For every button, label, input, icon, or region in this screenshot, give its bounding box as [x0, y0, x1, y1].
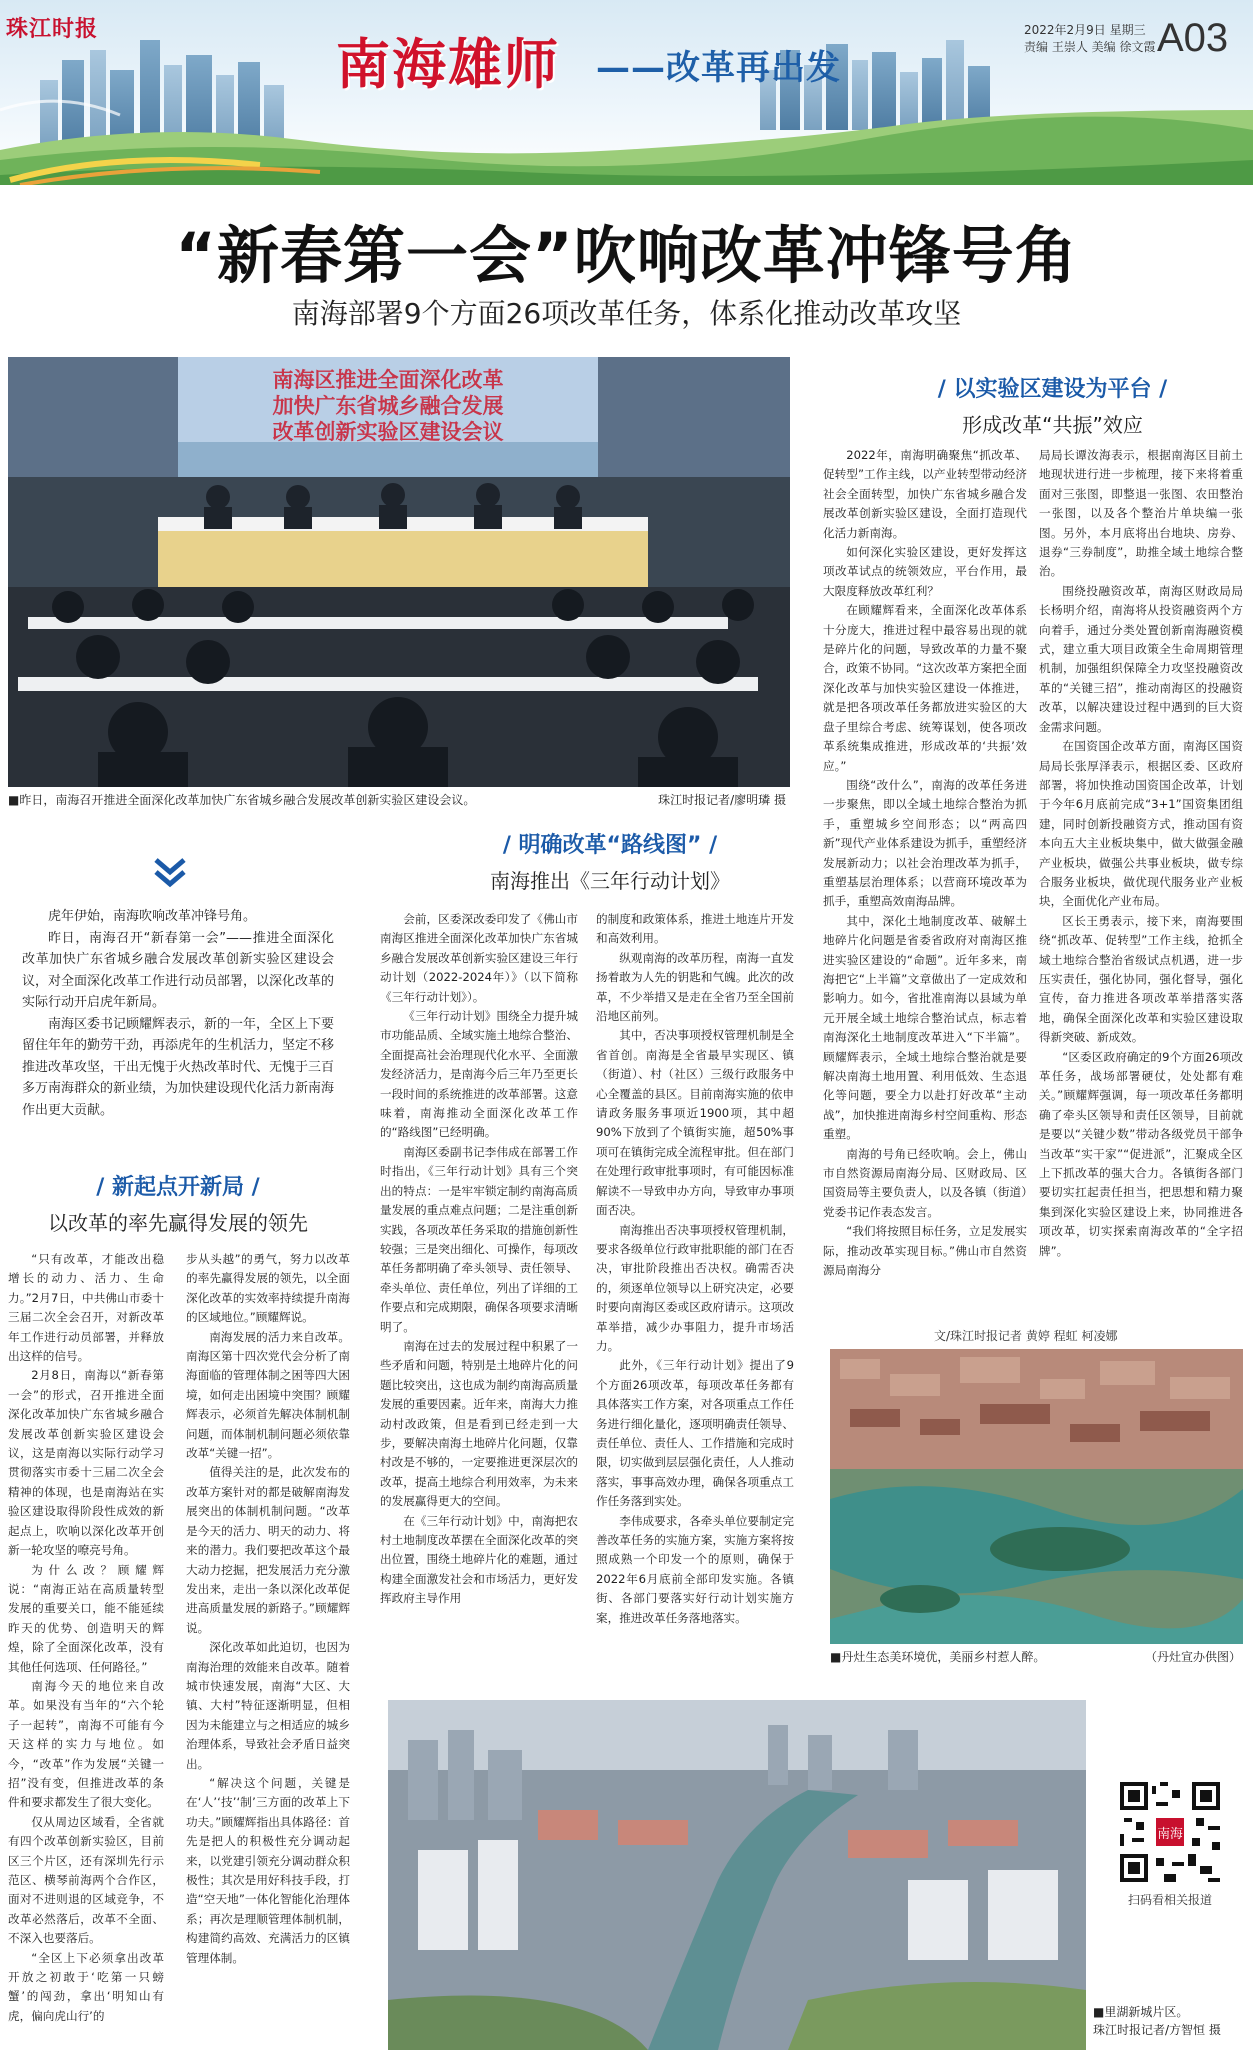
- section1-col2: 步从头越”的勇气，努力以改革的率先赢得发展的领先，以全面深化改革的实效率持续提升南海的区域地位。”顾耀辉说。 南海发展的活力来自改革。南海区第十四次党代会分析了南海面临的管理体制之困等四大困境，如何走出困境中突围？顾耀辉表示，必须首先解决体制机制问题，而体制机制问题必须依靠改革“关键一招”。 值得关注的是，此次发布的改革方案针对的都是破解南海发展突出的体制机制问题。“改革是今天的活力、明天的动力、将来的潜力。我们要把改革这个最大动力挖掘，把发展活力充分激发出来，走出一条以深化改革促进高质量发展的新路子。”顾耀辉说。 深化改革如此迫切，也因为南海治理的效能来自改革。随着城市快速发展，南海“大区、大镇、大村”特征逐渐明显，但相因为未能建立与之相适应的城乡治理体系，导致社会矛盾日益突出。 “解决这个问题，关键是在‘人’‘技’‘制’三方面的改革上下功夫。”顾耀辉指出具体路径：首先是把人的积极性充分调动起来，以党建引领充分调动群众积极性；其次是用好科技手段，打造“空天地”一体化智能化治理体系；再次是理顺管理体制机制，构建简约高效、充满活力的区镇管理体制。: [186, 1252, 350, 1965]
- section3-col1: 2022年，南海明确聚焦“抓改革、促转型”工作主线，以产业转型带动经济社会全面转型，加快广东省城乡融合发展改革创新实验区建设，全面打造现代化活力新南海。 如何深化实验区建设，更好发挥这项改革试点的统领效应，平台作用，最大限度释放改革红利？ 在顾耀辉看来，全面深化改革体系十分庞大，推进过程中最容易出现的就是碎片化的问题，导致改革的力量不聚合，政策不协同。“这次改革方案把全面深化改革与加快实验区建设一体推进，就是把各项改革任务都放进实验区的大盘子里综合考虑、统筹谋划，使各项改革系统集成推进，形成改革的‘共振’效应。” 围绕“改什么”，南海的改革任务进一步聚焦，即以全域土地综合整治为抓手，重塑城乡空间形态；以“两高四新”现代产业体系建设为抓手，重塑经济发展新动力；以社会治理改革为抓手，重塑基层治理体系；以营商环境改革为抓手，重塑高效南海品牌。 其中，深化土地制度改革、破解土地碎片化问题是省委省政府对南海区推进实验区建设的“命题”。近年多来，南海把它“上半篇”文章做出了一定成效和影响力。如今，省批准南海以县域为单元开展全域土地综合整治试点，标志着南海深化土地制度改革进入“下半篇”。顾耀辉表示，全域土地综合整治就是要解决南海土地用置、利用低效、生态退化等问题，要全力以赴打好改革“主动战”，加快推进南海乡村空间重构、形态重塑。 南海的号角已经吹响。会上，佛山市自然资源局南海分局、区财政局、区国资局等主要负责人，以及各镇（街道）党委书记作表态发言。 “我们将按照目标任务，立足发展实际，推动改革实现目标。”佛山市自然资源局南海分: [823, 448, 1027, 1278]
- section2-col1: 会前，区委深改委印发了《佛山市南海区推进全面深化改革加快广东省城乡融合发展改革创新实验区建设三年行动计划（2022-2024年）》（以下简称《三年行动计划》）。 《三年行动计划》围绕全力提升城市功能品质、全域实施土地综合整治、全面提高社会治理现代化水平、全面激发经济活力，是南海今后三年乃至更长一段时间的系统推进的改革部署。这意味着，南海推动全面深化改革工作的“路线图”已经明确。 南海区委副书记李伟成在部署工作时指出，《三年行动计划》具有三个突出的特点：一是牢牢锁定制约南海高质量发展的重点难点问题；二是注重创新实践，各项改革任务采取的措施创新性较强；三是突出细化、可操作，每项改革任务都明确了牵头领导、责任领导、牵头单位、责任单位，列出了详细的工作要点和完成期限，确保各项要求清晰明了。 南海在过去的发展过程中积累了一些矛盾和问题，特别是土地碎片化的问题比较突出，这也成为制约南海高质量发展的重要因素。近年来，南海大力推动村改政策，但是看到已经走到一大步，要解决南海土地碎片化问题，仅靠村改是不够的，一定要推进更深层次的改革，提高土地综合利用效率，为未来的发展赢得更大的空间。 在《三年行动计划》中，南海把农村土地制度改革摆在全面深化改革的突出位置，围绕土地碎片化的难题，通过构建全面激发社会和市场活力，更好发挥政府主导作用: [380, 912, 578, 1606]
- section1-header: [18, 1170, 338, 1236]
- section3-header: [860, 372, 1245, 438]
- section2-col2: 的制度和政策体系，推进土地连片开发和高效利用。 纵观南海的改革历程，南海一直发扬着敢为人先的钥匙和气魄。此次的改革，不少举措又是走在全省乃至全国前沿地区前列。 其中，否决事项授权管理机制是全省首创。南海是全省最早实现区、镇（街道）、村（社区）三级行政服务中心全覆盖的县区。目前南海实施的依申请政务服务事项近1900项，其中超90%下放到了个镇街实施，超50%事项可在镇街完成全流程审批。但在部门在处理行政审批事项时，有可能因标准解读不一导致申办方向，导致审办事项面否决。 南海推出否决事项授权管理机制，要求各级单位行政审批职能的部门在否决，审批阶段推出否决权。确需否决的，须逐单位领导以上研究决定，必要时要向南海区委或区政府请示。这项改革举措，减少办事阻力，提升市场活力。 此外，《三年行动计划》提出了9个方面26项改革，每项改革任务都有具体落实工作方案，对各项重点工作任务进行细化量化，逐项明确责任领导、责任单位、责任人、工作措施和完成时限，切实做到层层强化责任，人人推动落实，事事高效办理，确保各项重点工作任务落到实处。 李伟成要求，各牵头单位要制定完善改革任务的实施方案，实施方案将按照成熟一个印发一个的原则，确保于2022年6月底前全部印发实施。各镇街、各部门要落实好行动计划实施方案，推进改革任务落地落实。: [596, 912, 794, 1625]
- qr-code-icon[interactable]: [1120, 1782, 1220, 1882]
- caption-text: ■昨日，南海召开推进全面深化改革加快广东省城乡融合发展改革创新实验区建设会议。: [8, 793, 476, 807]
- section2-header: [440, 828, 780, 894]
- issue-info: [1024, 22, 1155, 56]
- section1-col1: “只有改革，才能改出稳增长的动力、活力、生命力。”2月7日，中共佛山市委十三届二次全会召开，对新改革年工作进行动员部署，并释放出这样的信号。 2月8日，南海以“新春第一会”的形式，召开推进全面深化改革加快广东省城乡融合发展改革创新实验区建设会议，这是南海以实际行动学习贯彻落实市委十三届二次全会精神的体现，也是南海站在实验区建设取得阶段性成效的新起点上，吹响以深化改革开创新一轮攻坚的嘹亮号角。 为什么改？顾耀辉说：“南海正站在高质量转型发展的重要关口，能不能延续昨天的优势、创造明天的辉煌，除了全面深化改革，没有其他任何选项、任何路径。” 南海今天的地位来自改革。如果没有当年的“六个轮子一起转”，南海不可能有今天这样的实力与地位。如今，“改革”作为发展“关键一招”没有变，但推进改革的条件和要求都发生了很大变化。 仅从周边区域看，全省就有四个改革创新实验区，目前区三个片区，还有深圳先行示范区、横琴前海两个合作区，面对不进则退的区域竞争，不改革必然落后，改革不全面、不深入也要落后。 “全区上下必须拿出改革开放之初敢于‘吃第一只螃蟹’的闯劲，拿出‘明知山有虎，偏向虎山行’的: [8, 1252, 164, 2023]
- village-photo-caption: [830, 1648, 1243, 1665]
- village-aerial-photo: [830, 1349, 1243, 1644]
- photo-credit: （丹灶宣办供图）: [1144, 1650, 1241, 1664]
- qr-label: 扫码看相关报道: [1127, 1893, 1212, 1907]
- lead-paragraphs: 虎年伊始，南海吹响改革冲锋号角。 昨日，南海召开“新春第一会”——推进全面深化改革加快广东省城乡融合发展改革创新实验区建设会议，对全面深化改革工作进行动员部署，以深化改革的实际行动开启虎年新局。 南海区委书记顾耀辉表示，新的一年，全区上下要留住年年的勤劳干劲，再添虎年的生机活力，坚定不移推进改革攻坚，干出无愧于火热改革时代、无愧于三百多万南海群众的新业绩，为加快建设现代化活力新南海作出更大贡献。: [22, 909, 334, 1118]
- sub-headline: 南海部署9个方面26项改革任务，体系化推动改革攻坚: [291, 297, 962, 330]
- meeting-photo-caption: [8, 791, 790, 808]
- issue-date: 2022年2月9日 星期三: [1024, 23, 1146, 37]
- editor-credits: 责编 王崇人 美编 徐文霞: [1024, 40, 1156, 54]
- chevron-down-icon: [150, 852, 190, 892]
- caption-text: ■丹灶生态美环境优，美丽乡村惹人醉。: [830, 1650, 1046, 1664]
- section-title: 南海雄师: [336, 33, 560, 96]
- main-headline: “新春第一会”吹响改革冲锋号角: [175, 219, 1078, 292]
- photo-credit: 珠江时报记者/方智恒 摄: [1093, 2023, 1221, 2037]
- newspaper-name: 珠江时报: [6, 16, 99, 42]
- section2-heading: / 明确改革“路线图” /: [502, 833, 718, 858]
- city-photo-caption: [1093, 2003, 1251, 2039]
- section3-subheading: 形成改革“共振”效应: [962, 413, 1143, 437]
- city-aerial-photo: [388, 1700, 1086, 2050]
- caption-text: ■里湖新城片区。: [1093, 2005, 1189, 2019]
- section1-subheading: 以改革的率先赢得发展的领先: [48, 1211, 308, 1235]
- section3-heading: / 以实验区建设为平台 /: [937, 377, 1168, 402]
- meeting-banner-text: 南海区推进全面深化改革 加快广东省城乡融合发展 改革创新实验区建设会议: [272, 368, 504, 444]
- photo-credit: 珠江时报记者/廖明璘 摄: [658, 793, 786, 807]
- meeting-photo: [8, 357, 790, 787]
- section1-heading: / 新起点开新局 /: [96, 1175, 260, 1200]
- byline: 文/珠江时报记者 黄婷 程虹 柯凌娜: [934, 1329, 1118, 1343]
- section2-subheading: 南海推出《三年行动计划》: [490, 869, 730, 893]
- section3-col2: 局局长谭汝海表示，根据南海区目前土地现状进行进一步梳理，接下来将着重面对三张图，即整退一张图、农田整治一张图，以及各个整治片单块编一张图。另外，本月底将出台地块、房券、退券“三券制度”，助推全域土地综合整治。 围绕投融资改革，南海区财政局局长杨明介绍，南海将从投资融资两个方向着手，通过分类处置创新南海融资模式，建立重大项目政策全生命周期管理机制，加强组织保障全力攻坚投融资改革的“关键三招”，推动南海区的投融资改革，以解决建设过程中遇到的巨大资金需求问题。 在国资国企改革方面，南海区国资局局长张厚泽表示，根据区委、区政府部署，将加快推动国资国企改革，计划于今年6月底前完成“3+1”国资集团组建，同时创新投融资方式，推动国有资本向五大主业板块集中，做大做强金融产业板块，做强公共事业板块，做专综合服务业板块，做优现代服务业产业板块，全面优化产业布局。 区长王勇表示，接下来，南海要围绕“抓改革、促转型”工作主线，抢抓全域土地综合整治省级试点机遇，进一步压实责任，强化协同，强化督导，强化宣传，奋力推进各项改革举措落实落地，确保全面深化改革和实验区建设取得新突破、新成效。 “区委区政府确定的9个方面26项改革任务，战场部署硬仗，处处都有难关。”顾耀辉强调，每一项改革任务都明确了牵头区领导和责任区领导，目前就是要以“关键少数”带动各级党员干部争当改革“实干家”“促进派”，汇聚成全区上下抓改革的强大合力。各镇街各部门要切实扛起责任担当，把思想和精力聚集到深化实验区建设上来，协同推进各项改革，切实探索南海改革的“全字招牌”。: [1039, 448, 1243, 1258]
- page-number: A03: [1157, 16, 1229, 60]
- qr-logo-text: 南海: [1157, 1827, 1183, 1842]
- section-subtitle: ——改革再出发: [596, 48, 841, 88]
